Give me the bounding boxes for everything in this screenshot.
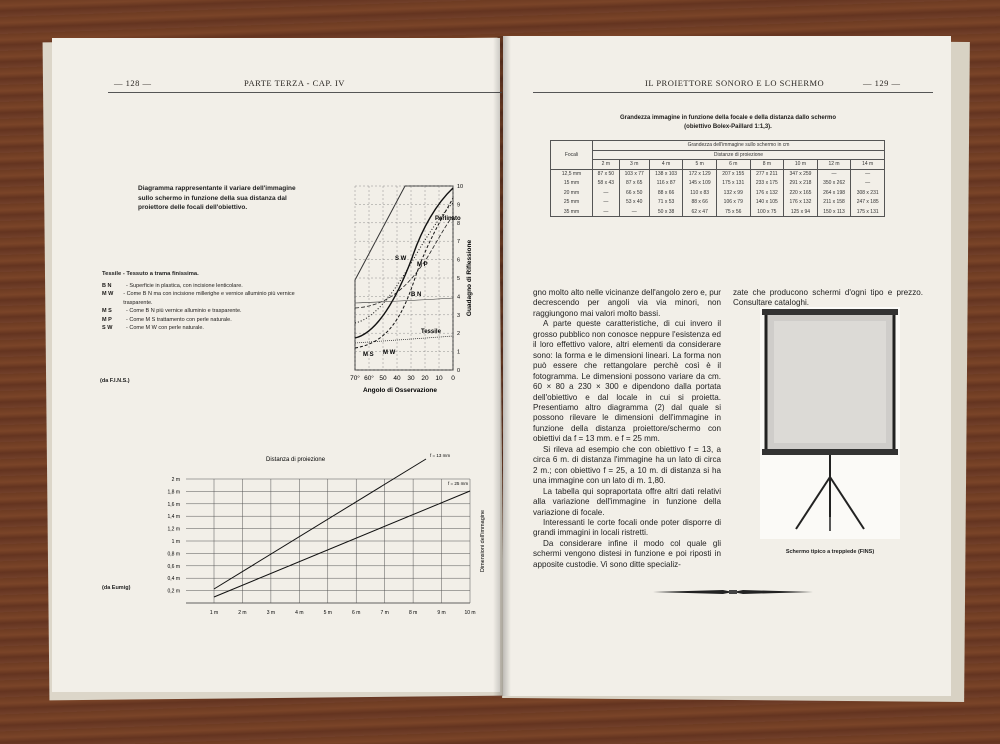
diagram2-y-tick: 0,6 m — [167, 563, 180, 570]
body-column-1 — [533, 288, 721, 570]
table-cell: 277 x 211 — [750, 169, 784, 179]
table-cell: 125 x 94 — [784, 207, 818, 217]
table-cell: 172 x 129 — [683, 169, 717, 179]
table-distance-cell: 4 m — [649, 160, 683, 170]
diagram2-x-tick: 7 m — [380, 610, 389, 616]
diagram1-x-tick: 60° — [364, 375, 374, 382]
table-cell: 220 x 165 — [784, 188, 818, 198]
body-paragraph: Da considerare infine il modo col quale gli schermi vengono distesi in funzione e poi riposti in apposite custodie. Vi sono ditte specializ- — [533, 538, 721, 569]
table-col-group: Grandezza dell'immagine sullo schermo in cm — [593, 141, 885, 151]
diagram1-y-tick: 1 — [457, 349, 461, 356]
diagram2-x-tick: 2 m — [238, 610, 247, 616]
table-distance-cell: 14 m — [851, 160, 885, 170]
table-focal-cell: 12,5 mm — [551, 169, 593, 179]
diagram1-y-tick: 4 — [457, 294, 461, 301]
diagram2-line-label: f = 13 mm — [430, 453, 451, 458]
table-cell: 140 x 105 — [750, 198, 784, 208]
body-paragraph: La tabella qui sopraportata offre altri dati relativi alla variazione dell'immagine in funzione della variazione di focale. — [533, 486, 721, 517]
book-gutter — [493, 36, 511, 696]
diagram1-curve-label: B N — [411, 292, 422, 298]
diagram2-y-tick: 1,2 m — [167, 526, 180, 533]
table-distance-cell: 2 m — [593, 160, 620, 170]
table-cell: 58 x 43 — [593, 179, 620, 189]
diagram1-curve-label: Tessile — [421, 329, 441, 335]
table-focal-cell: 35 mm — [551, 207, 593, 217]
diagram1-x-tick: 70° — [350, 375, 360, 382]
legend-key: B N — [102, 282, 112, 289]
diagram1-legend — [102, 270, 302, 333]
diagram1-curve — [355, 298, 453, 303]
diagram1-curve-label: M W — [383, 350, 396, 356]
table-cell: — — [851, 169, 885, 179]
table-cell: 62 x 47 — [683, 207, 717, 217]
focal-distance-table — [550, 140, 885, 217]
tripod-screen-illustration — [760, 307, 900, 539]
diagram1-curve-label: S W — [395, 256, 407, 262]
table-distance-cell: 3 m — [619, 160, 649, 170]
table-cell: 110 x 83 — [683, 188, 717, 198]
legend-title: Tessile - Tessuto a trama finissima. — [102, 271, 199, 277]
legend-text: - Come M S trattamento con perle naturale. — [126, 316, 232, 323]
legend-key: M W — [102, 291, 114, 297]
right-page — [503, 36, 951, 696]
diagram2-source: (da Eumig) — [102, 585, 131, 591]
body-column-2 — [733, 288, 923, 309]
table-cell: 100 x 75 — [750, 207, 784, 217]
diagram2-y-tick: 0,4 m — [167, 576, 180, 583]
legend-row — [102, 324, 302, 333]
table-cell: 176 x 132 — [784, 198, 818, 208]
table-row-header: Focali — [551, 141, 593, 170]
table-cell: — — [593, 207, 620, 217]
table-cell: 291 x 218 — [784, 179, 818, 189]
table-distance-cell: 12 m — [817, 160, 851, 170]
legend-text: - Come M W con perle naturale. — [126, 325, 204, 331]
diagram2-y-tick: 0,8 m — [167, 551, 180, 558]
diagram1-y-tick: 7 — [457, 239, 461, 246]
table-cell: 175 x 131 — [851, 207, 885, 217]
table-cell: 176 x 132 — [750, 188, 784, 198]
diagram2-line-f25 — [214, 491, 470, 597]
legend-text: - Come B N più vernice alluminio e trasparente. — [126, 308, 242, 314]
diagram1-x-tick: 0 — [451, 375, 455, 382]
body-paragraph: Interessanti le corte focali onde poter disporre di grandi immagini in locali ristretti. — [533, 517, 721, 538]
table-cell: 138 x 103 — [649, 169, 683, 179]
table-cell: 88 x 66 — [649, 188, 683, 198]
table-cell: — — [619, 207, 649, 217]
photo-caption: Schermo tipico a treppiede (FINS) — [785, 549, 875, 555]
left-page-number: — 128 — — [114, 78, 152, 88]
diagram2-y-tick: 2 m — [171, 477, 180, 483]
table-cell: 53 x 40 — [619, 198, 649, 208]
diagram1-x-tick: 10 — [435, 375, 443, 382]
diagram2-x-tick: 6 m — [352, 610, 361, 616]
table-focal-cell: 15 mm — [551, 179, 593, 189]
table-subtitle: (obiettivo Bolex-Paillard 1:1,3). — [684, 124, 772, 130]
ornament-divider — [653, 588, 813, 594]
diagram2-y-tick: 1,6 m — [167, 501, 180, 508]
diagram2-y-tick: 1 m — [171, 539, 180, 545]
table-distance-cell: 10 m — [784, 160, 818, 170]
table-cell: 103 x 77 — [619, 169, 649, 179]
table-cell: 87 x 50 — [593, 169, 620, 179]
table-row — [551, 207, 885, 217]
diagram2-x-tick: 4 m — [295, 610, 304, 616]
diagram2-y-tick: 0,2 m — [167, 588, 180, 595]
diagram2-x-tick: 9 m — [437, 610, 446, 616]
diagram2-line-label: f = 25 mm — [448, 481, 469, 486]
diagram1-y-tick: 8 — [457, 220, 461, 227]
right-header-rule — [533, 92, 933, 93]
diagram1-source: (da F.I.N.S.) — [100, 378, 130, 384]
diagram2-line-f13 — [214, 459, 426, 589]
diagram2-x-tick: 3 m — [266, 610, 276, 616]
table-cell: — — [593, 198, 620, 208]
table-cell: 150 x 113 — [817, 207, 851, 217]
table-cell: 264 x 198 — [817, 188, 851, 198]
diagram1-y-tick: 3 — [457, 312, 461, 319]
diagram1-x-tick: 20 — [421, 375, 429, 382]
diagram1-curve — [355, 336, 453, 343]
table-cell: — — [817, 169, 851, 179]
table-cell: 66 x 50 — [619, 188, 649, 198]
table-cell: 132 x 99 — [716, 188, 750, 198]
diagram1-curve-label: Perlinato — [435, 216, 461, 222]
left-running-head: PARTE TERZA - CAP. IV — [244, 78, 345, 88]
diagram1-curve-label: M P — [417, 262, 428, 268]
table-focal-cell: 25 mm — [551, 198, 593, 208]
table-cell: 175 x 131 — [716, 179, 750, 189]
diagram1-y-tick: 0 — [457, 368, 461, 374]
legend-row — [102, 282, 302, 291]
diagram2-x-tick: 5 m — [323, 610, 332, 616]
legend-key: M S — [102, 308, 112, 314]
body-paragraph: A parte queste caratteristiche, di cui invero il grosso pubblico non conosce neppure l'esistenza ed il loro effettivo valore, altri elementi da considerare sono: la forma e le dimensioni lineari. La forma non può essere che rettangolare perchè così è il fotogramma. Le dimensioni possono variare da cm. 60 × 80 a 230 × 300 e dipendono dalla portata dell'obiettivo e dal locale in cui si proietta. Presentiamo altro diagramma (2) dal quale si possono rilevare le dimensioni dell'immagine in funzione della distanza proiettore/schermo con obiettivi da f = 13 mm. e f = 25 mm. — [533, 319, 721, 444]
diagram2-y-tick: 1,8 m — [167, 489, 180, 496]
right-running-head: IL PROIETTORE SONORO E LO SCHERMO — [645, 78, 825, 88]
diagram1-x-tick: 50 — [379, 375, 387, 382]
table-cell: 308 x 231 — [851, 188, 885, 198]
diagram2-y-tick: 1,4 m — [167, 514, 180, 521]
diagram2-x-tick: 8 m — [408, 610, 418, 616]
legend-row — [102, 316, 302, 325]
projection-distance-diagram — [108, 413, 486, 616]
table-cell: 233 x 175 — [750, 179, 784, 189]
legend-text: - Come B N ma con incisione millerighe e vernice alluminio più vernice trasparente. — [123, 291, 295, 306]
left-page — [52, 38, 500, 692]
table-cell: 145 x 109 — [683, 179, 717, 189]
table-cell: 71 x 53 — [649, 198, 683, 208]
diagram1-y-axis-title: Guadagno di Riflessione — [466, 239, 473, 317]
table-row — [551, 179, 885, 189]
table-cell: — — [593, 188, 620, 198]
table-focal-cell: 20 mm — [551, 188, 593, 198]
diagram2-x-tick: 1 m — [209, 610, 219, 616]
table-cell: 106 x 79 — [716, 198, 750, 208]
table-cell: 211 x 158 — [817, 198, 851, 208]
table-title: Grandezza immagine in funzione della focale e della distanza dallo schermo — [619, 115, 837, 121]
reflection-gain-diagram — [297, 148, 487, 394]
legend-text: - Superficie in plastica, con incisione lenticolare. — [126, 282, 243, 289]
tripod-screen-photo — [760, 307, 900, 539]
diagram2-y-axis-title: Dimensioni dell'immagine — [480, 509, 486, 573]
table-distance-cell: 5 m — [683, 160, 717, 170]
table-title-block — [583, 114, 873, 132]
table-row — [551, 198, 885, 208]
col2-paragraph: zate che producono schermi d'ogni tipo e prezzo. Consultare cataloghi. — [733, 288, 923, 308]
table-cell: 350 x 262 — [817, 179, 851, 189]
diagram2-x-tick: 10 m — [464, 610, 476, 616]
diagram1-y-tick: 6 — [457, 257, 461, 264]
table-cell: 87 x 65 — [619, 179, 649, 189]
legend-row — [102, 307, 302, 316]
diagram1-y-tick: 5 — [457, 276, 461, 282]
left-header-rule — [108, 92, 502, 93]
diagram1-curve — [355, 188, 453, 338]
diagram1-curve-label: M S — [363, 352, 374, 358]
table-cell: 88 x 66 — [683, 198, 717, 208]
diagram2-title: Distanza di proiezione — [266, 457, 326, 463]
table-row — [551, 169, 885, 179]
table-cell: 116 x 87 — [649, 179, 683, 189]
table-cell: — — [851, 179, 885, 189]
table-row — [551, 188, 885, 198]
right-page-number: — 129 — — [863, 78, 901, 88]
legend-row — [102, 290, 302, 307]
diagram1-x-tick: 40 — [393, 375, 401, 382]
diagram1-curve — [355, 216, 453, 308]
body-paragraph: Si rileva ad esempio che con obiettivo f = 13, a circa 6 m. di distanza l'immagine ha un lato di circa 2 m.; con obiettivo f = 25, a 10 m. di distanza si ha una immagine con un lato di m. 1,80. — [533, 444, 721, 486]
table-cell: 247 x 185 — [851, 198, 885, 208]
body-paragraph: gno molto alto nelle vicinanze dell'angolo zero e, pur decrescendo per angoli via via minori, non raggiungono mai valori molto bassi. — [533, 288, 721, 318]
diagram1-y-tick: 9 — [457, 202, 461, 209]
legend-key: M P — [102, 316, 112, 323]
table-cell: 207 x 155 — [716, 169, 750, 179]
diagram1-x-tick: 30 — [407, 375, 415, 382]
table-distance-header: Distanze di proiezione — [593, 150, 885, 160]
table-cell: 75 x 56 — [716, 207, 750, 217]
diagram1-caption: Diagramma rappresentante il variare dell'immagine sullo schermo in funzione della sua distanza dal proiettore delle focali dell'obiettivo. — [138, 185, 296, 211]
legend-key: S W — [102, 325, 113, 331]
diagram1-y-tick: 2 — [457, 331, 461, 338]
diagram1-x-axis-title: Angolo di Osservazione — [362, 387, 438, 394]
table-cell: 50 x 38 — [649, 207, 683, 217]
table-distance-cell: 6 m — [716, 160, 750, 170]
table-distance-cell: 8 m — [750, 160, 784, 170]
table-cell: 347 x 259 — [784, 169, 818, 179]
diagram1-y-tick: 10 — [457, 184, 464, 190]
